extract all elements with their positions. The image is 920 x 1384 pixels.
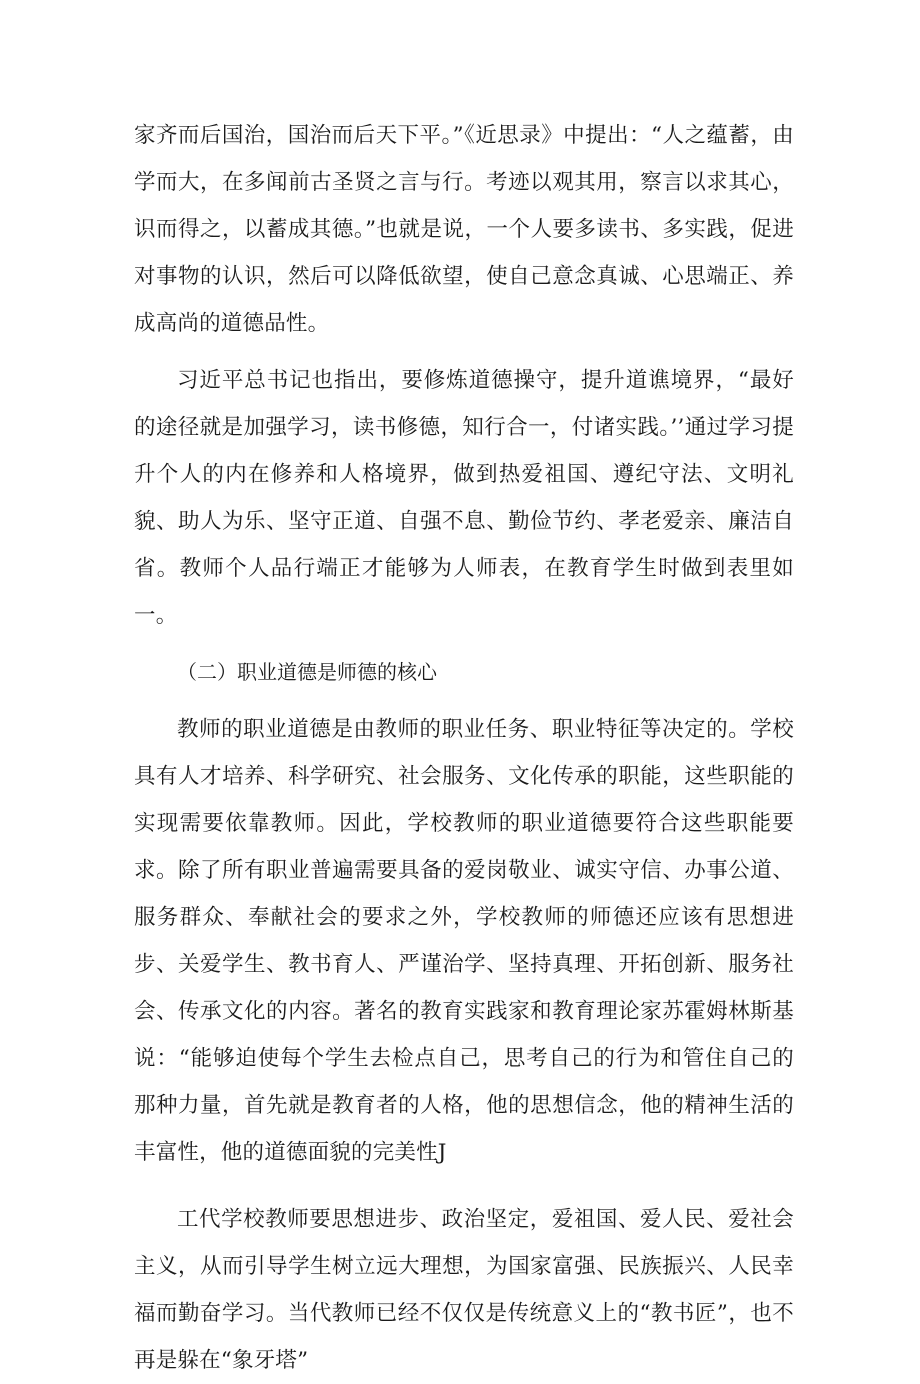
paragraph-modern-teachers: 工代学校教师要思想进步、政治坚定，爱祖国、爱人民、爱社会主义，从而引导学生树立远大理想，为国家富强、民族振兴、人民幸福而勤奋学习。当代教师已经不仅仅是传统意义上的“教书匠”，也不再是躲在“象牙塔” <box>134 1207 794 1373</box>
paragraph-gap <box>134 696 794 706</box>
paragraph-professional-ethics: 教师的职业道德是由教师的职业任务、职业特征等决定的。学校具有人才培养、科学研究、社会服务、文化传承的职能，这些职能的实现需要依靠教师。因此，学校教师的职业道德要符合这些职能要求。除了所有职业普遍需要具备的爱岗敬业、诚实守信、办事公道、服务群众、奉献社会的要求之外，学校教师的师德还应该有思想进步、关爱学生、教书育人、严谨治学、坚持真理、开拓创新、服务社会、传承文化的内容。著名的教育实践家和教育理论家苏霍姆林斯基说：“能够迫使每个学生去检点自己，思考自己的行为和管住自己的那种力量，首先就是教育者的人格，他的思想信念，他的精神生活的丰富性，他的道德面貌的完美性J <box>134 717 794 1165</box>
paragraph-gap <box>134 1176 794 1196</box>
paragraph-gap <box>134 639 794 649</box>
paragraph-xi-quote: 习近平总书记也指出，要修炼道德操守，提升道谯境界，“最好的途径就是加强学习，读书修德，知行合一，付诸实践。’’通过学习提升个人的内在修养和人格境界，做到热爱祖国、遵纪守法、文明礼貌、助人为乐、坚守正道、自强不息、勤俭节约、孝老爱亲、廉洁自省。教师个人品行端正才能够为人师表，在教育学生时做到表里如一。 <box>134 368 794 628</box>
section-heading: （二）职业道德是师德的核心 <box>177 660 437 684</box>
document-body <box>134 112 794 1384</box>
paragraph-continuation: 家齐而后国治，国治而后天下平。”《近思录》中提出：“人之蕴蓄，由学而大，在多闻前古圣贤之言与行。考迹以观其用，察言以求其心，识而得之，以蓄成其德。”也就是说，一个人要多读书、多实践，促进对事物的认识，然后可以降低欲望，使自己意念真诚、心思端正、养成高尚的道德品性。 <box>134 123 794 336</box>
paragraph-gap <box>134 347 794 357</box>
